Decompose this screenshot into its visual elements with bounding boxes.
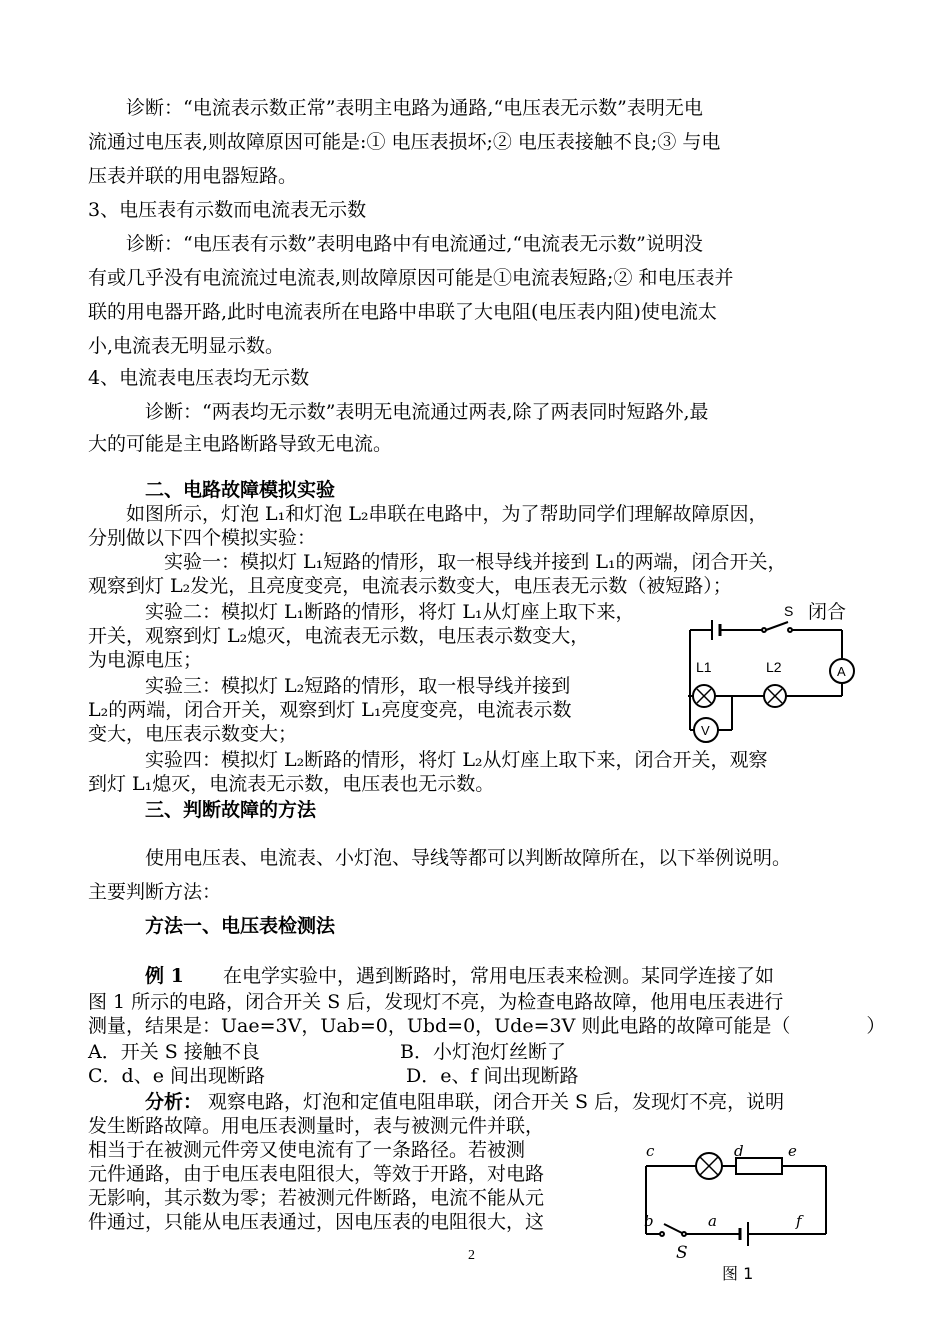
section-heading: 三、判断故障的方法 <box>88 799 317 821</box>
experiment-3-line: L₂的两端，闭合开关，观察到灯 L₁亮度变亮，电流表示数 <box>88 699 572 721</box>
option-c: C．d、e 间出现断路 <box>88 1065 265 1087</box>
example-line: 测量，结果是：Uae=3V，Uab=0，Ubd=0，Ude=3V 则此电路的故障可能是（ ） <box>88 1015 886 1037</box>
experiment-2-tail: 闭合 <box>808 601 847 623</box>
text-line: 小,电流表无明显示数。 <box>88 335 285 357</box>
switch-label: S <box>676 1243 688 1263</box>
experiment-2-line: 实验二：模拟灯 L₁断路的情形，将灯 L₁从灯座上取下来， <box>88 601 635 623</box>
text-line: 压表并联的用电器短路。 <box>88 165 298 187</box>
option-a: A．开关 S 接触不良 <box>88 1041 260 1063</box>
text-line: 4、电流表电压表均无示数 <box>88 367 310 389</box>
analysis-line: 无影响，其示数为零；若被测元件断路，电流不能从元 <box>88 1187 545 1209</box>
experiment-2-line: 开关，观察到灯 L₂熄灭，电流表无示数，电压表示数变大， <box>88 625 590 647</box>
analysis-line: 观察电路，灯泡和定值电阻串联，闭合开关 S 后，发现灯不亮，说明 <box>208 1091 785 1113</box>
node-f-label: f <box>796 1212 802 1230</box>
node-a-label: a <box>708 1212 717 1230</box>
experiment-4-line: 实验四：模拟灯 L₂断路的情形，将灯 L₂从灯座上取下来，闭合开关，观察 <box>88 749 768 771</box>
text-line: 诊断：“电流表示数正常”表明主电路为通路,“电压表无示数”表明无电 <box>88 97 703 119</box>
ammeter-label: A <box>837 664 846 679</box>
example-line: 图 1 所示的电路，闭合开关 S 后，发现灯不亮，为检查电路故障，他用电压表进行 <box>88 991 784 1013</box>
text-line: 大的可能是主电路断路导致无电流。 <box>88 433 393 455</box>
node-b-label: b <box>644 1212 654 1230</box>
example-label: 例 1 <box>88 965 184 987</box>
text-line: 诊断：“两表均无示数”表明无电流通过两表,除了两表同时短路外,最 <box>88 401 709 423</box>
switch-label: S <box>784 603 794 619</box>
experiment-3-line: 变大，电压表示数变大； <box>88 723 298 745</box>
node-d-label: d <box>734 1142 744 1160</box>
experiment-2-line: 为电源电压； <box>88 649 203 671</box>
text-line: 流通过电压表,则故障原因可能是:① 电压表损坏;② 电压表接触不良;③ 与电 <box>88 131 721 153</box>
analysis-line: 发生断路故障。用电压表测量时，表与被测元件并联， <box>88 1115 545 1137</box>
experiment-1-line: 实验一：模拟灯 L₁短路的情形，取一根导线并接到 L₁的两端，闭合开关， <box>88 551 787 573</box>
series-circuit-diagram <box>660 600 870 750</box>
analysis-label: 分析： <box>88 1091 203 1113</box>
node-c-label: c <box>646 1142 655 1160</box>
experiment-3-line: 实验三：模拟灯 L₂短路的情形，取一根导线并接到 <box>88 675 571 697</box>
experiment-4-line: 到灯 L₁熄灭，电流表无示数，电压表也无示数。 <box>88 773 495 795</box>
analysis-line: 元件通路，由于电压表电阻很大，等效于开路，对电路 <box>88 1163 545 1185</box>
analysis-line: 件通过，只能从电压表通过，因电压表的电阻很大，这 <box>88 1211 545 1233</box>
experiment-1-line: 观察到灯 L₂发光，且亮度变亮，电流表示数变大，电压表无示数（被短路）； <box>88 575 732 597</box>
text-line: 诊断：“电压表有示数”表明电路中有电流通过,“电流表无示数”说明没 <box>88 233 703 255</box>
figure-caption: 图 1 <box>722 1264 754 1283</box>
paragraph-line: 使用电压表、电流表、小灯泡、导线等都可以判断故障所在，以下举例说明。 <box>88 847 792 869</box>
voltmeter-label: V <box>701 723 710 738</box>
text-line: 有或几乎没有电流流过电流表,则故障原因可能是①电流表短路;② 和电压表并 <box>88 267 734 289</box>
example-line: 在电学实验中，遇到断路时，常用电压表来检测。某同学连接了如 <box>204 965 775 987</box>
option-b: B．小灯泡灯丝断了 <box>400 1041 566 1063</box>
lamp-l1-label: L1 <box>696 659 712 675</box>
lamp-l2-label: L2 <box>766 659 782 675</box>
analysis-line: 相当于在被测元件旁又使电流有了一条路径。若被测 <box>88 1139 526 1161</box>
text-line: 联的用电器开路,此时电流表所在电路中串联了大电阻(电压表内阻)使电流太 <box>88 301 717 323</box>
node-e-label: e <box>788 1142 797 1160</box>
option-d: D．e、f 间出现断路 <box>406 1065 579 1087</box>
example-circuit-diagram <box>636 1136 836 1286</box>
paragraph-line: 分别做以下四个模拟实验： <box>88 527 317 549</box>
paragraph-line: 如图所示，灯泡 L₁和灯泡 L₂串联在电路中，为了帮助同学们理解故障原因， <box>88 503 768 525</box>
section-heading: 二、电路故障模拟实验 <box>88 479 336 501</box>
paragraph-line: 主要判断方法： <box>88 881 222 903</box>
text-line: 3、电压表有示数而电流表无示数 <box>88 199 367 221</box>
page-number: 2 <box>468 1248 475 1263</box>
method-heading: 方法一、电压表检测法 <box>88 915 336 937</box>
